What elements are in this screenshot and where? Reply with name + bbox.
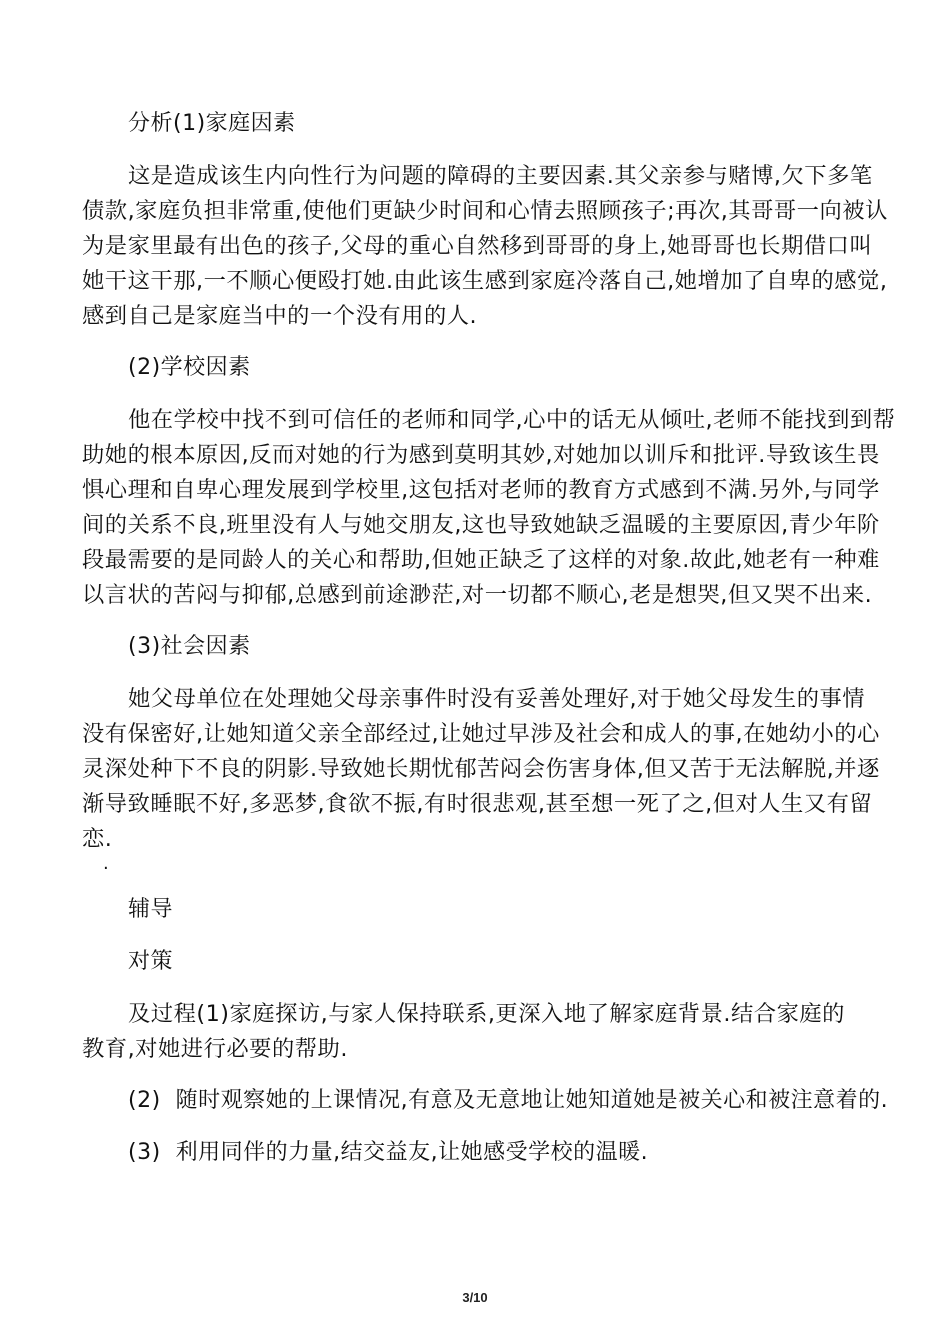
- paragraph-line: 及过程(1)家庭探访,与家人保持联系,更深入地了解家庭背景.结合家庭的: [128, 1001, 845, 1027]
- paragraph-line: 她父母单位在处理她父母亲事件时没有妥善处理好,对于她父母发生的事情: [128, 686, 866, 712]
- heading-counsel: 辅导: [128, 897, 174, 922]
- heading-strategy: 对策: [128, 949, 174, 974]
- paragraph-line: 恋.: [82, 826, 113, 852]
- paragraph-line: 感到自己是家庭当中的一个没有用的人.: [82, 303, 478, 329]
- paragraph-line: 没有保密好,让她知道父亲全部经过,让她过早涉及社会和成人的事,在她幼小的心: [82, 721, 880, 747]
- paragraph-line: 为是家里最有出色的孩子,父母的重心自然移到哥哥的身上,她哥哥也长期借口叫: [82, 233, 873, 259]
- heading-analysis-family: 分析(1)家庭因素: [128, 111, 296, 136]
- paragraph-line: 惧心理和自卑心理发展到学校里,这包括对老师的教育方式感到不满.另外,与同学: [82, 477, 880, 503]
- paragraph-line: 助她的根本原因,反而对她的行为感到莫明其妙,对她加以训斥和批评.导致该生畏: [82, 442, 880, 468]
- paragraph-line: 灵深处种下不良的阴影.导致她长期忧郁苦闷会伤害身体,但又苦于无法解脱,并逐: [82, 756, 880, 782]
- paragraph-line: 间的关系不良,班里没有人与她交朋友,这也导致她缺乏温暖的主要原因,青少年阶: [82, 512, 880, 538]
- paragraph-line: 段最需要的是同龄人的关心和帮助,但她正缺乏了这样的对象.故此,她老有一种难: [82, 547, 880, 573]
- paragraph-line: 她干这干那,一不顺心便殴打她.由此该生感到家庭冷落自己,她增加了自卑的感觉,: [82, 268, 888, 294]
- paragraph-line: 他在学校中找不到可信任的老师和同学,心中的话无从倾吐,老师不能找到到帮: [128, 407, 896, 433]
- heading-social-factors: (3)社会因素: [128, 634, 251, 659]
- paragraph-line: 以言状的苦闷与抑郁,总感到前途渺茫,对一切都不顺心,老是想哭,但又哭不出来.: [82, 582, 873, 608]
- page-number: 3/10: [462, 1290, 488, 1305]
- paragraph-line: 债款,家庭负担非常重,使他们更缺少时间和心情去照顾孩子;再次,其哥哥一向被认: [82, 198, 888, 224]
- stray-dot: .: [103, 853, 110, 874]
- strategy-item-2: (2) 随时观察她的上课情况,有意及无意地让她知道她是被关心和被注意着的.: [128, 1088, 889, 1113]
- paragraph-line: 教育,对她进行必要的帮助.: [82, 1036, 348, 1062]
- strategy-item-3: (3) 利用同伴的力量,结交益友,让她感受学校的温暖.: [128, 1140, 649, 1165]
- paragraph-line: 渐导致睡眠不好,多恶梦,食欲不振,有时很悲观,甚至想一死了之,但对人生又有留: [82, 791, 873, 817]
- heading-school-factors: (2)学校因素: [128, 355, 251, 380]
- paragraph-line: 这是造成该生内向性行为问题的障碍的主要因素.其父亲参与赌博,欠下多笔: [128, 163, 873, 189]
